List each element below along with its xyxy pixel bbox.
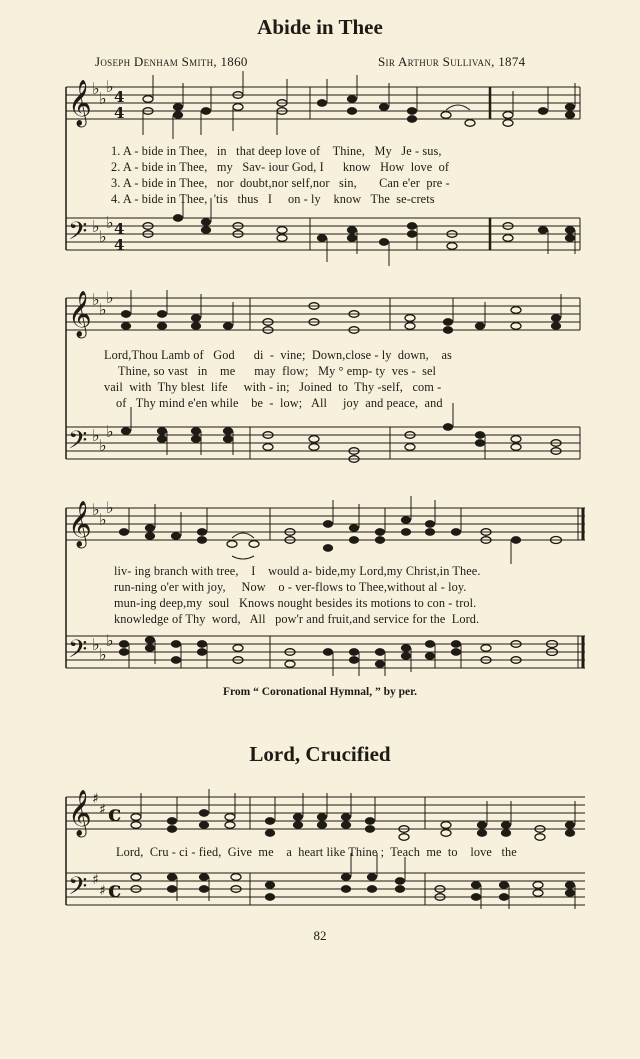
lyric-line1-verse3: 3. A - bide in Thee, nor doubt,nor self,nor sin, Can e'er pre - xyxy=(111,176,450,190)
svg-text:♭: ♭ xyxy=(99,645,107,664)
svg-text:♭: ♭ xyxy=(92,500,100,519)
svg-text:♯: ♯ xyxy=(99,802,106,818)
svg-text:𝄞: 𝄞 xyxy=(68,291,92,337)
svg-text:4: 4 xyxy=(114,88,125,106)
svg-text:♯: ♯ xyxy=(99,883,106,899)
svg-text:♭: ♭ xyxy=(99,300,107,319)
lyric-line3-verse3: mun-ing deep,my soul Knows nought besides its motions to con - trol. xyxy=(114,596,477,610)
svg-text:𝄢: 𝄢 xyxy=(68,217,88,252)
svg-text:♭: ♭ xyxy=(106,77,114,96)
lyric-line2-verse1: Lord,Thou Lamb of God di - vine; Down,close - ly down, as xyxy=(104,348,452,362)
source-note: From “ Coronational Hymnal, ” by per. xyxy=(222,686,418,698)
svg-text:♭: ♭ xyxy=(106,213,114,232)
lyric-line3-verse1: liv- ing branch with tree, I would a- bide,my Lord,my Christ,in Thee. xyxy=(114,564,481,578)
svg-text:♯: ♯ xyxy=(92,872,99,888)
lyric-line3-verse4: knowledge of Thy word, All pow'r and fruit,and service for the Lord. xyxy=(114,612,480,626)
svg-text:♭: ♭ xyxy=(92,426,100,445)
staff-bass-4 xyxy=(66,873,585,905)
svg-text:♭: ♭ xyxy=(92,290,100,309)
svg-text:♭: ♭ xyxy=(106,498,114,517)
svg-text:𝄞: 𝄞 xyxy=(68,790,92,836)
svg-text:♭: ♭ xyxy=(106,631,114,650)
svg-text:c: c xyxy=(108,877,122,903)
svg-text:c: c xyxy=(108,801,122,827)
svg-text:4: 4 xyxy=(114,220,125,238)
svg-text:♭: ♭ xyxy=(99,510,107,529)
svg-text:♭: ♭ xyxy=(99,89,107,108)
lyric-line2-verse2: Thine, so vast in me may flow; My ° emp- ty ves - sel xyxy=(118,364,437,378)
svg-text:𝄞: 𝄞 xyxy=(68,80,92,126)
svg-text:4: 4 xyxy=(114,236,125,254)
svg-text:♭: ♭ xyxy=(92,79,100,98)
svg-text:4: 4 xyxy=(114,104,125,122)
svg-text:𝄢: 𝄢 xyxy=(68,872,88,907)
svg-text:𝄢: 𝄢 xyxy=(68,635,88,670)
staff-bass-2 xyxy=(66,427,580,459)
lyric-crucified-line1: Lord, Cru - ci - fied, Give me a heart like Thine ; Teach me to love the xyxy=(116,845,517,859)
svg-text:𝄞: 𝄞 xyxy=(68,501,92,547)
svg-text:♭: ♭ xyxy=(92,217,100,236)
lyric-line2-verse4: of Thy mind e'en while be - low; All joy and peace, and xyxy=(116,396,443,410)
staff-treble-2 xyxy=(66,298,580,330)
svg-text:𝄢: 𝄢 xyxy=(68,426,88,461)
svg-text:♭: ♭ xyxy=(106,422,114,441)
svg-text:♯: ♯ xyxy=(92,791,99,807)
lyric-line1-verse2: 2. A - bide in Thee, my Sav- iour God, I know How love of xyxy=(111,160,450,174)
lyric-line2-verse3: vail with Thy blest life with - in; Joined to Thy -self, com - xyxy=(104,380,442,394)
svg-text:♭: ♭ xyxy=(92,635,100,654)
svg-text:♭: ♭ xyxy=(106,288,114,307)
svg-text:♭: ♭ xyxy=(99,227,107,246)
hymn-title-lord-crucified: Lord, Crucified xyxy=(249,742,391,766)
music-credit: Sir Arthur Sullivan, 1874 xyxy=(378,54,526,69)
words-credit: Joseph Denham Smith, 1860 xyxy=(95,54,248,69)
note-heads xyxy=(120,92,575,901)
lyric-line3-verse2: run-ning o'er with joy, Now o - ver-flows to Thee,without al - loy. xyxy=(114,580,467,594)
lyric-line1-verse4: 4. A - bide in Thee, 'tis thus I on - ly know The se-crets xyxy=(111,192,435,206)
page-number: 82 xyxy=(313,928,327,943)
hymn-title-abide-in-thee: Abide in Thee xyxy=(257,15,383,39)
lyric-line1-verse1: 1. A - bide in Thee, in that deep love of Thine, My Je - sus, xyxy=(111,144,442,158)
svg-text:♭: ♭ xyxy=(99,436,107,455)
